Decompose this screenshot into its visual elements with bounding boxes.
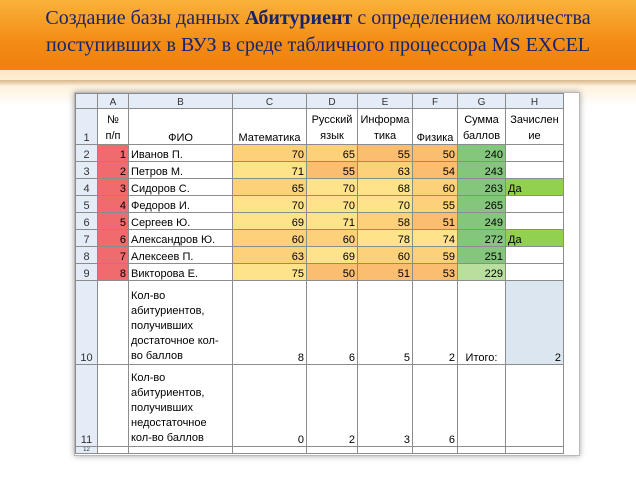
insufficient-russian[interactable]: 2 — [307, 365, 358, 447]
col-header-g[interactable]: G — [458, 94, 506, 109]
cell-informatics[interactable]: 55 — [358, 145, 413, 162]
row-header-9[interactable]: 9 — [76, 264, 98, 281]
cell-enrolled[interactable]: Да — [506, 230, 564, 247]
cell-number[interactable]: 8 — [98, 264, 129, 281]
col-header-e[interactable]: E — [358, 94, 413, 109]
cell-name[interactable]: Алексеев П. — [129, 247, 233, 264]
insufficient-count-row — [76, 365, 564, 447]
sufficient-math[interactable]: 8 — [233, 281, 307, 365]
cell-russian[interactable]: 71 — [307, 213, 358, 230]
cell-enrolled[interactable] — [506, 145, 564, 162]
row-header-12[interactable]: 12 — [76, 447, 98, 454]
sufficient-count-row — [76, 281, 564, 365]
slide-title — [0, 5, 636, 59]
cell-enrolled[interactable] — [506, 162, 564, 179]
cell-informatics[interactable]: 70 — [358, 196, 413, 213]
row-header-4[interactable]: 4 — [76, 179, 98, 196]
cell-name[interactable]: Петров М. — [129, 162, 233, 179]
insufficient-math[interactable]: 0 — [233, 365, 307, 447]
cell-empty[interactable] — [458, 447, 506, 454]
table-row — [76, 264, 564, 281]
cell-name[interactable]: Сергеев Ю. — [129, 213, 233, 230]
header-number-line2: п/п — [105, 130, 121, 142]
header-enrolled[interactable] — [506, 109, 564, 145]
total-label[interactable]: Итого: — [458, 281, 506, 365]
cell-physics[interactable]: 59 — [413, 247, 458, 264]
cell-empty[interactable] — [98, 365, 129, 447]
cell-math[interactable]: 71 — [233, 162, 307, 179]
cell-enrolled[interactable] — [506, 247, 564, 264]
total-value[interactable]: 2 — [506, 281, 564, 365]
cell-number[interactable]: 6 — [98, 230, 129, 247]
cell-number[interactable]: 1 — [98, 145, 129, 162]
header-sum-line2: баллов — [462, 130, 501, 142]
header-informatics-line1: Информа — [360, 114, 410, 126]
cell-sum[interactable]: 249 — [458, 213, 506, 230]
cell-enrolled[interactable] — [506, 196, 564, 213]
partial-row — [76, 447, 564, 454]
header-informatics-line2: тика — [373, 130, 397, 142]
cell-physics[interactable]: 60 — [413, 179, 458, 196]
header-russian-line1: Русский — [311, 114, 353, 126]
cell-empty[interactable] — [307, 447, 358, 454]
cell-physics[interactable]: 55 — [413, 196, 458, 213]
spreadsheet-grid[interactable] — [75, 93, 564, 454]
title-line-2: поступивших в ВУЗ в среде табличного процессора MS EXCEL — [45, 34, 590, 56]
cell-empty[interactable] — [506, 365, 564, 447]
header-informatics[interactable] — [358, 109, 413, 145]
cell-empty[interactable] — [358, 447, 413, 454]
row-header-10[interactable]: 10 — [76, 281, 98, 365]
header-sum[interactable] — [458, 109, 506, 145]
cell-empty[interactable] — [98, 281, 129, 365]
cell-name[interactable]: Сидоров С. — [129, 179, 233, 196]
column-header-row — [76, 94, 564, 109]
header-russian[interactable] — [307, 109, 358, 145]
cell-physics[interactable]: 50 — [413, 145, 458, 162]
cell-math[interactable]: 60 — [233, 230, 307, 247]
cell-russian[interactable]: 65 — [307, 145, 358, 162]
cell-physics[interactable]: 54 — [413, 162, 458, 179]
row-header-7[interactable]: 7 — [76, 230, 98, 247]
table-header-row — [76, 109, 564, 145]
cell-math[interactable]: 70 — [233, 196, 307, 213]
row-header-6[interactable]: 6 — [76, 213, 98, 230]
col-header-d[interactable]: D — [307, 94, 358, 109]
cell-empty[interactable] — [458, 365, 506, 447]
sufficient-label[interactable]: Кол-во абитуриентов, получивших достаточное кол-во баллов — [129, 281, 233, 365]
title-text-part2: с определением количества — [352, 7, 591, 29]
table-row — [76, 179, 564, 196]
cell-empty[interactable] — [98, 447, 129, 454]
cell-math[interactable]: 65 — [233, 179, 307, 196]
col-header-c[interactable]: C — [233, 94, 307, 109]
cell-informatics[interactable]: 58 — [358, 213, 413, 230]
header-math[interactable]: Математика — [233, 109, 307, 145]
cell-sum[interactable]: 240 — [458, 145, 506, 162]
cell-sum[interactable]: 243 — [458, 162, 506, 179]
insufficient-informatics[interactable]: 3 — [358, 365, 413, 447]
col-header-a[interactable]: A — [98, 94, 129, 109]
insufficient-label[interactable]: Кол-во абитуриентов, получивших недостаточное кол-во баллов — [129, 365, 233, 447]
header-sum-line1: Сумма — [464, 114, 499, 126]
title-line-1 — [0, 5, 636, 32]
col-header-f[interactable]: F — [413, 94, 458, 109]
table-row — [76, 145, 564, 162]
header-russian-line2: язык — [320, 130, 344, 142]
insufficient-physics[interactable]: 6 — [413, 365, 458, 447]
cell-empty[interactable] — [506, 447, 564, 454]
cell-number[interactable]: 5 — [98, 213, 129, 230]
cell-physics[interactable]: 74 — [413, 230, 458, 247]
cell-informatics[interactable]: 78 — [358, 230, 413, 247]
row-header-5[interactable]: 5 — [76, 196, 98, 213]
cell-russian[interactable]: 70 — [307, 179, 358, 196]
col-header-h[interactable]: H — [506, 94, 564, 109]
row-header-2[interactable]: 2 — [76, 145, 98, 162]
table-row — [76, 247, 564, 264]
header-name[interactable]: ФИО — [129, 109, 233, 145]
cell-name[interactable]: Викторова Е. — [129, 264, 233, 281]
cell-physics[interactable]: 53 — [413, 264, 458, 281]
cell-enrolled[interactable]: Да — [506, 179, 564, 196]
select-all-corner[interactable] — [76, 94, 98, 109]
cell-russian[interactable]: 69 — [307, 247, 358, 264]
header-number[interactable] — [98, 109, 129, 145]
row-header-8[interactable]: 8 — [76, 247, 98, 264]
row-header-11[interactable]: 11 — [76, 365, 98, 447]
table-row — [76, 230, 564, 247]
header-physics[interactable]: Физика — [413, 109, 458, 145]
cell-empty[interactable] — [233, 447, 307, 454]
cell-sum[interactable]: 265 — [458, 196, 506, 213]
header-number-line1: № — [107, 114, 119, 126]
cell-empty[interactable] — [129, 447, 233, 454]
cell-math[interactable]: 69 — [233, 213, 307, 230]
cell-empty[interactable] — [413, 447, 458, 454]
cell-math[interactable]: 63 — [233, 247, 307, 264]
table-row — [76, 213, 564, 230]
cell-name[interactable]: Иванов П. — [129, 145, 233, 162]
cell-math[interactable]: 70 — [233, 145, 307, 162]
sufficient-russian[interactable]: 6 — [307, 281, 358, 365]
col-header-b[interactable]: B — [129, 94, 233, 109]
table-row — [76, 196, 564, 213]
cell-math[interactable]: 75 — [233, 264, 307, 281]
cell-number[interactable]: 2 — [98, 162, 129, 179]
cell-russian[interactable]: 70 — [307, 196, 358, 213]
cell-sum[interactable]: 263 — [458, 179, 506, 196]
cell-informatics[interactable]: 51 — [358, 264, 413, 281]
sufficient-physics[interactable]: 2 — [413, 281, 458, 365]
header-enrolled-line2: ие — [528, 130, 541, 142]
row-header-3[interactable]: 3 — [76, 162, 98, 179]
title-text-bold: Абитуриент — [244, 7, 353, 29]
cell-sum[interactable]: 229 — [458, 264, 506, 281]
cell-number[interactable]: 7 — [98, 247, 129, 264]
row-header-1[interactable]: 1 — [76, 109, 98, 145]
table-row — [76, 162, 564, 179]
cell-russian[interactable]: 55 — [307, 162, 358, 179]
cell-sum[interactable]: 272 — [458, 230, 506, 247]
cell-informatics[interactable]: 63 — [358, 162, 413, 179]
cell-russian[interactable]: 50 — [307, 264, 358, 281]
cell-informatics[interactable]: 60 — [358, 247, 413, 264]
banner-shadow — [0, 80, 636, 86]
cell-physics[interactable]: 51 — [413, 213, 458, 230]
cell-number[interactable]: 3 — [98, 179, 129, 196]
header-enrolled-line1: Зачислен — [510, 114, 559, 126]
cell-number[interactable]: 4 — [98, 196, 129, 213]
sufficient-informatics[interactable]: 5 — [358, 281, 413, 365]
cell-russian[interactable]: 60 — [307, 230, 358, 247]
title-text-part1: Создание базы данных — [45, 7, 245, 29]
cell-name[interactable]: Федоров И. — [129, 196, 233, 213]
cell-enrolled[interactable] — [506, 213, 564, 230]
cell-sum[interactable]: 251 — [458, 247, 506, 264]
cell-enrolled[interactable] — [506, 264, 564, 281]
cell-informatics[interactable]: 68 — [358, 179, 413, 196]
cell-name[interactable]: Александров Ю. — [129, 230, 233, 247]
